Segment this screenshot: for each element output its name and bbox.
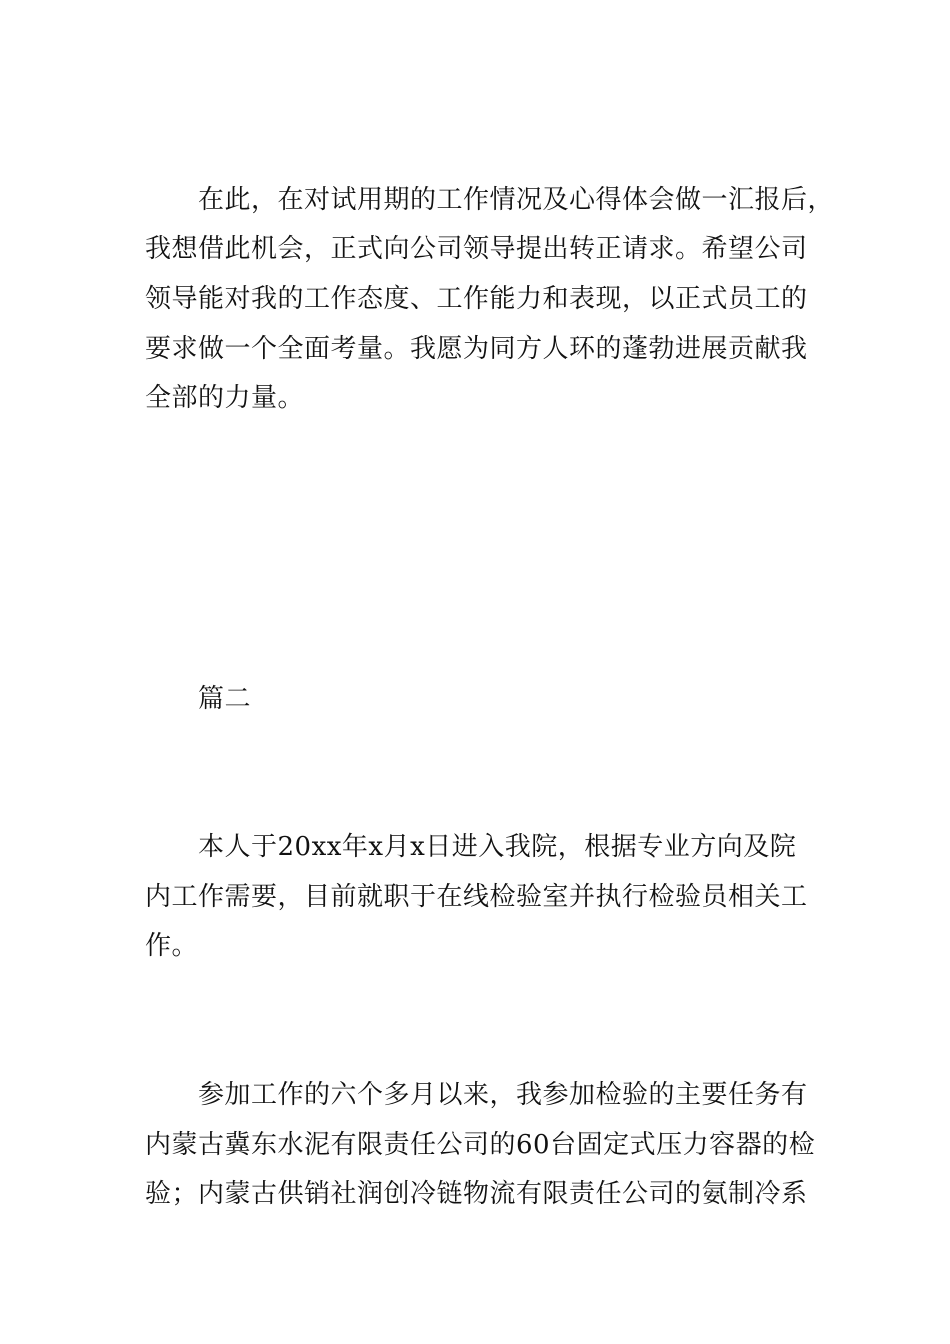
paragraph-line: 内工作需要，目前就职于在线检验室并执行检验员相关工	[145, 882, 808, 912]
paragraph-line: 我想借此机会，正式向公司领导提出转正请求。希望公司	[145, 234, 808, 264]
paragraph-line: 验；内蒙古供销社润创冷链物流有限责任公司的氨制冷系	[145, 1179, 808, 1209]
paragraph-line: 参加工作的六个多月以来，我参加检验的主要任务有	[198, 1080, 808, 1110]
section-heading: 篇二	[198, 684, 252, 714]
paragraph-line: 作。	[145, 931, 199, 961]
paragraph-line: 领导能对我的工作态度、工作能力和表现，以正式员工的	[145, 284, 808, 314]
paragraph-line: 全部的力量。	[145, 383, 305, 413]
paragraph-line: 内蒙古冀东水泥有限责任公司的60台固定式压力容器的检	[145, 1130, 816, 1160]
paragraph-line: 在此，在对试用期的工作情况及心得体会做一汇报后，	[198, 185, 835, 215]
paragraph-line: 本人于20xx年x月x日进入我院，根据专业方向及院	[198, 832, 797, 862]
paragraph-line: 要求做一个全面考量。我愿为同方人环的蓬勃进展贡献我	[145, 334, 808, 364]
